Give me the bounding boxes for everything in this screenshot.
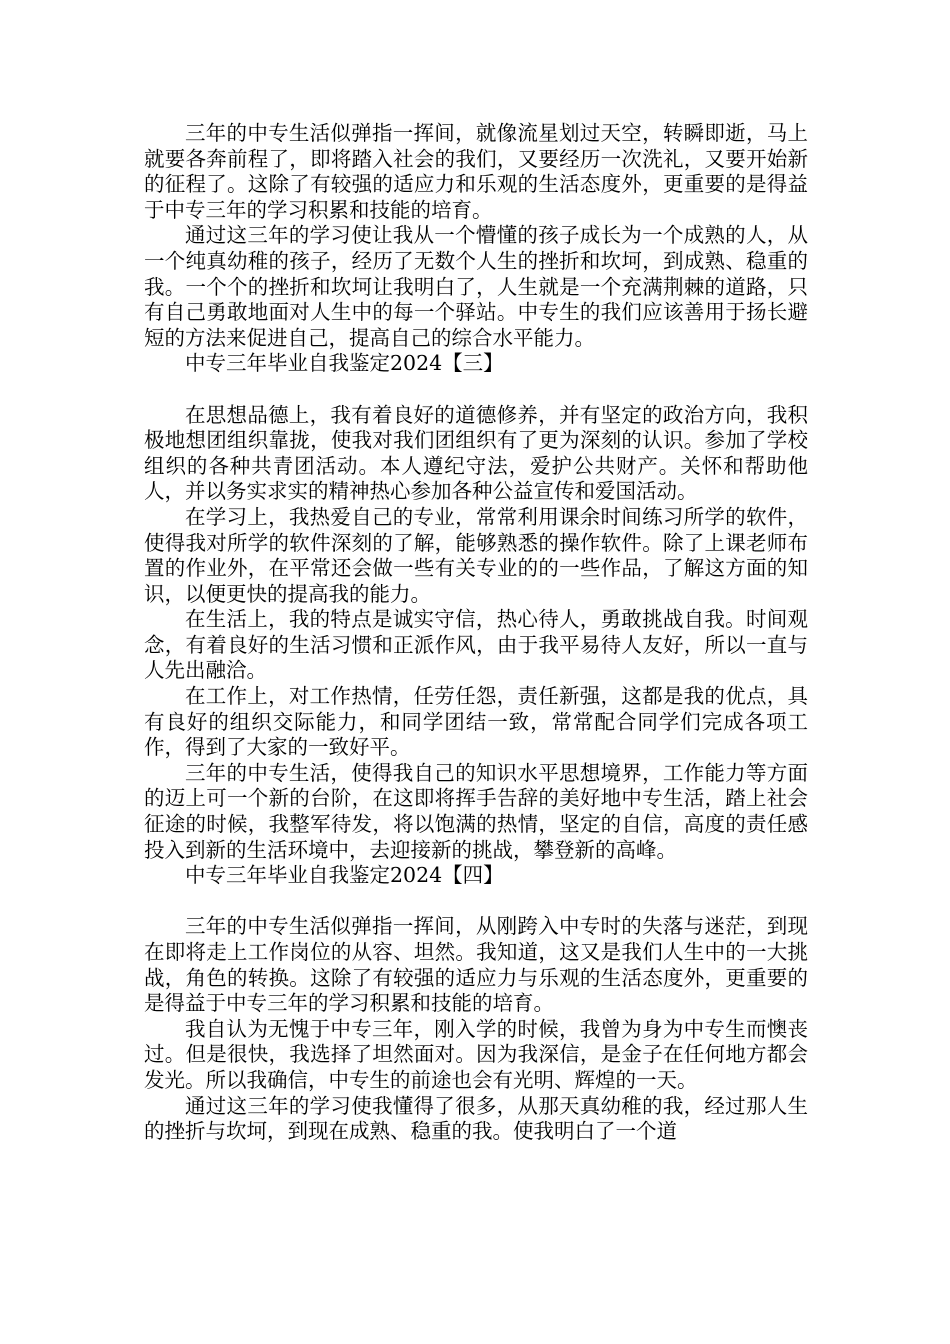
paragraph-9: 我自认为无愧于中专三年，刚入学的时候，我曾为身为中专生而懊丧过。但是很快，我选择了坦然面对。因为我深信，是金子在任何地方都会发光。所以我确信，中专生的前途也会有光明、辉煌的一天。: [144, 1016, 808, 1092]
blank-line: [144, 889, 808, 915]
section-heading-3: 中专三年毕业自我鉴定2024【三】: [185, 351, 504, 376]
paragraph-8: 三年的中专生活似弹指一挥间，从刚跨入中专时的失落与迷茫，到现在即将走上工作岗位的从容、坦然。我知道，这又是我们人生中的一大挑战，角色的转换。这除了有较强的适应力与乐观的生活态度外，更重要的是得益于中专三年的学习积累和技能的培育。: [144, 914, 808, 1016]
paragraph-4: 在学习上，我热爱自己的专业，常常利用课余时间练习所学的软件，使得我对所学的软件深刻的了解，能够熟悉的操作软件。除了上课老师布置的作业外，在平常还会做一些有关专业的的一些作品，了解这方面的知识，以便更快的提高我的能力。: [144, 504, 808, 606]
document-page: [144, 121, 808, 1145]
paragraph-10: 通过这三年的学习使我懂得了很多，从那天真幼稚的我，经过那人生的挫折与坎坷，到现在成熟、稳重的我。使我明白了一个道: [144, 1093, 808, 1144]
paragraph-6: 在工作上，对工作热情，任劳任怨，责任新强，这都是我的优点，具有良好的组织交际能力，和同学团结一致，常常配合同学们完成各项工作，得到了大家的一致好平。: [144, 684, 808, 760]
paragraph-1: 三年的中专生活似弹指一挥间，就像流星划过天空，转瞬即逝，马上就要各奔前程了，即将踏入社会的我们，又要经历一次洗礼，又要开始新的征程了。这除了有较强的适应力和乐观的生活态度外，更重要的是得益于中专三年的学习积累和技能的培育。: [144, 121, 808, 222]
paragraph-5: 在生活上，我的特点是诚实守信，热心待人，勇敢挑战自我。时间观念，有着良好的生活习惯和正派作风，由于我平易待人友好，所以一直与人先出融洽。: [144, 607, 808, 683]
blank-line: [144, 377, 808, 403]
section-heading-4: 中专三年毕业自我鉴定2024【四】: [185, 863, 504, 888]
paragraph-2: 通过这三年的学习使让我从一个懵懂的孩子成长为一个成熟的人，从一个纯真幼稚的孩子，经历了无数个人生的挫折和坎坷，到成熟、稳重的我。一个个的挫折和坎坷让我明白了，人生就是一个充满荆棘的道路，只有自己勇敢地面对人生中的每一个驿站。中专生的我们应该善用于扬长避短的方法来促进自己，提高自己的综合水平能力。: [144, 223, 808, 350]
paragraph-7: 三年的中专生活，使得我自己的知识水平思想境界，工作能力等方面的迈上可一个新的台阶，在这即将挥手告辞的美好地中专生活，踏上社会征途的时候，我整军待发，将以饱满的热情，坚定的自信，高度的责任感投入到新的生活环境中，去迎接新的挑战，攀登新的高峰。: [144, 760, 808, 862]
paragraph-3: 在思想品德上，我有着良好的道德修养，并有坚定的政治方向，我积极地想团组织靠拢，使我对我们团组织有了更为深刻的认识。参加了学校组织的各种共青团活动。本人遵纪守法，爱护公共财产。关怀和帮助他人，并以务实求实的精神热心参加各种公益宣传和爱国活动。: [144, 402, 808, 504]
